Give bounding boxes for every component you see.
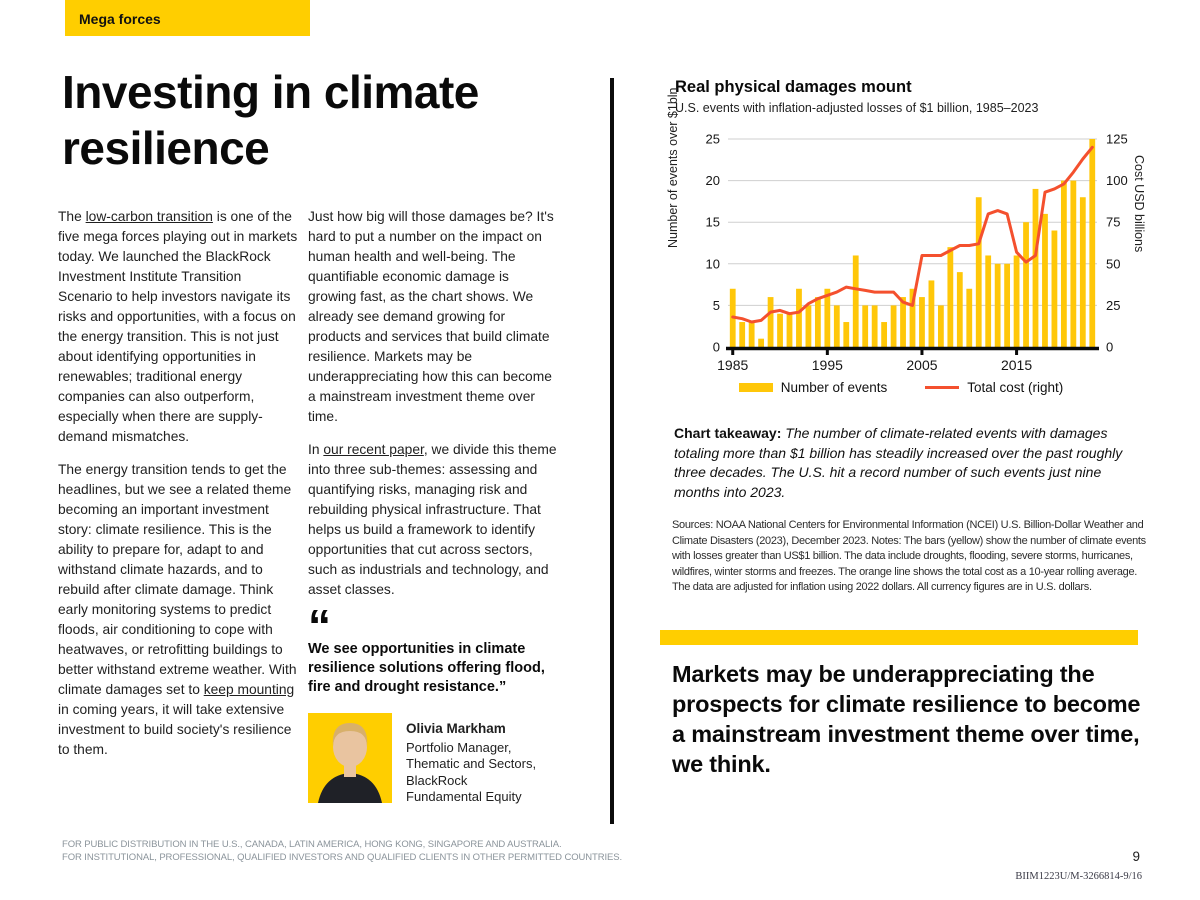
svg-text:10: 10 (705, 256, 720, 272)
takeaway-text: The number of climate-related events with damages totaling more than $1 billion has steadily increased over the past roughly three decades. The U.S. hit a record number of such events just nine months into 2023. (674, 425, 1123, 500)
link-our-recent-paper[interactable]: our recent paper (323, 442, 424, 457)
author-meta (406, 713, 536, 806)
paragraph-text: In (308, 442, 324, 457)
svg-text:1995: 1995 (811, 357, 843, 373)
author-role: Fundamental Equity (406, 789, 522, 804)
svg-text:2015: 2015 (1000, 357, 1033, 373)
paragraph (308, 440, 558, 600)
chart-title: Real physical damages mount (675, 78, 912, 96)
author-role: BlackRock (406, 772, 468, 788)
paragraph-text: in coming years, it will take extensive investment to build society's resilience to them. (58, 702, 292, 757)
svg-text:0: 0 (712, 339, 720, 355)
legend-item-events (739, 380, 888, 395)
section-tag: Mega forces (65, 0, 310, 36)
author-photo (308, 713, 392, 803)
yellow-rule (660, 630, 1138, 645)
legend-bar-swatch (739, 383, 773, 392)
svg-text:20: 20 (705, 173, 720, 189)
svg-text:15: 15 (705, 214, 720, 230)
vertical-divider (610, 78, 614, 824)
chart-legend (655, 380, 1147, 395)
page-title: Investing in climate resilience (62, 66, 479, 174)
legend-label: Total cost (right) (967, 380, 1064, 395)
body-column-1 (58, 207, 298, 773)
right-axis-label: Cost USD billions (1132, 155, 1146, 253)
svg-text:0: 0 (1106, 339, 1114, 355)
disclosure-footer (62, 839, 622, 864)
svg-text:25: 25 (705, 131, 720, 147)
footer-line: FOR PUBLIC DISTRIBUTION IN THE U.S., CANADA, LATIN AMERICA, HONG KONG, SINGAPORE AND AUSTRALIA. (62, 839, 562, 850)
legend-item-cost (925, 380, 1063, 395)
author-role: Thematic and Sectors, (406, 756, 537, 771)
svg-text:75: 75 (1106, 214, 1121, 230)
chart-subtitle: U.S. events with inflation-adjusted losses of $1 billion, 1985–2023 (675, 101, 1039, 115)
pull-quote: Markets may be underappreciating the prospects for climate resilience to become a mainstream investment theme over time, we think. (672, 661, 1141, 777)
chart-takeaway (674, 424, 1148, 502)
paragraph: Just how big will those damages be? It's hard to put a number on the impact on human health and well-being. The quantifiable economic damage is growing fast, as the chart shows. We already see demand growing for products and services that build climate resilience. Markets may be underappreciating how this can become a mainstream investment theme over time. (308, 209, 554, 424)
svg-text:1985: 1985 (717, 357, 749, 373)
svg-text:5: 5 (712, 297, 720, 313)
chart (655, 122, 1147, 384)
legend-label: Number of events (780, 380, 888, 395)
author-role: Portfolio Manager, (406, 739, 512, 755)
paragraph-text: The (58, 209, 86, 224)
paragraph (58, 460, 298, 760)
paragraph-text: is one of the five mega forces playing out in markets today. We launched the BlackRock Investment Institute Transition Scenario to help investors navigate its risks and opportunities, with a focus on the energy transition. This is not just about identifying opportunities in renewables; traditional energy companies can also outperform, especially when there are supply-demand mismatches. (58, 209, 298, 444)
svg-text:2005: 2005 (906, 357, 938, 373)
left-axis-label: Number of events over $1bln (666, 87, 680, 248)
body-column-2 (308, 207, 558, 806)
document-code: BIIM1223U/M-3266814-9/16 (1015, 871, 1142, 882)
paragraph-text: The energy transition tends to get the headlines, but we see a related theme becoming an important investment story: climate resilience. This is the ability to prepare for, adapt to and withstand climate hazards, and to rebuild after climate damage. Think early monitoring systems to predict floods, air conditioning to cope with heatwaves, or retrofitting buildings to better withstand extreme weather. With climate damages set to (58, 462, 297, 697)
takeaway-label: Chart takeaway: (674, 425, 782, 441)
chart-sources: Sources: NOAA National Centers for Environmental Information (NCEI) U.S. Billion-Dollar Weather and Climate Disasters (2023), December 2023. Notes: The bars (yellow) show the number of climate events with losses greater than US$1 billion. The data include droughts, flooding, severe storms, hurricanes, wildfires, winter storms and freezes. The orange line shows the total cost as a 10-year rolling average. The data are adjusted for inflation using 2022 dollars. All currency figures are in U.S. dollars. (672, 519, 1146, 593)
paragraph-text: , we divide this theme into three sub-themes: assessing and quantifying risks, managing risk and rebuilding physical infrastructure. That helps us build a framework to identify opportunities that cut across sectors, such as industrials and technology, and asset classes. (308, 442, 557, 597)
link-low-carbon-transition[interactable]: low-carbon transition (85, 209, 213, 224)
author-block (308, 713, 558, 806)
svg-text:100: 100 (1106, 173, 1128, 189)
expert-quote: We see opportunities in climate resilience solutions offering flood, fire and drought resistance.” (308, 641, 545, 695)
legend-line-swatch (925, 386, 959, 390)
quote-icon: “ (308, 600, 331, 652)
svg-text:25: 25 (1106, 297, 1121, 313)
svg-text:125: 125 (1106, 131, 1128, 147)
author-name: Olivia Markham (406, 721, 506, 736)
paragraph (58, 207, 298, 447)
svg-text:50: 50 (1106, 256, 1121, 272)
link-keep-mounting[interactable]: keep mounting (203, 682, 295, 697)
chart-canvas (655, 122, 1147, 384)
page-number: 9 (1132, 849, 1140, 864)
footer-line: FOR INSTITUTIONAL, PROFESSIONAL, QUALIFIED INVESTORS AND QUALIFIED CLIENTS IN OTHER PERMITTED COUNTRIES. (62, 851, 623, 863)
